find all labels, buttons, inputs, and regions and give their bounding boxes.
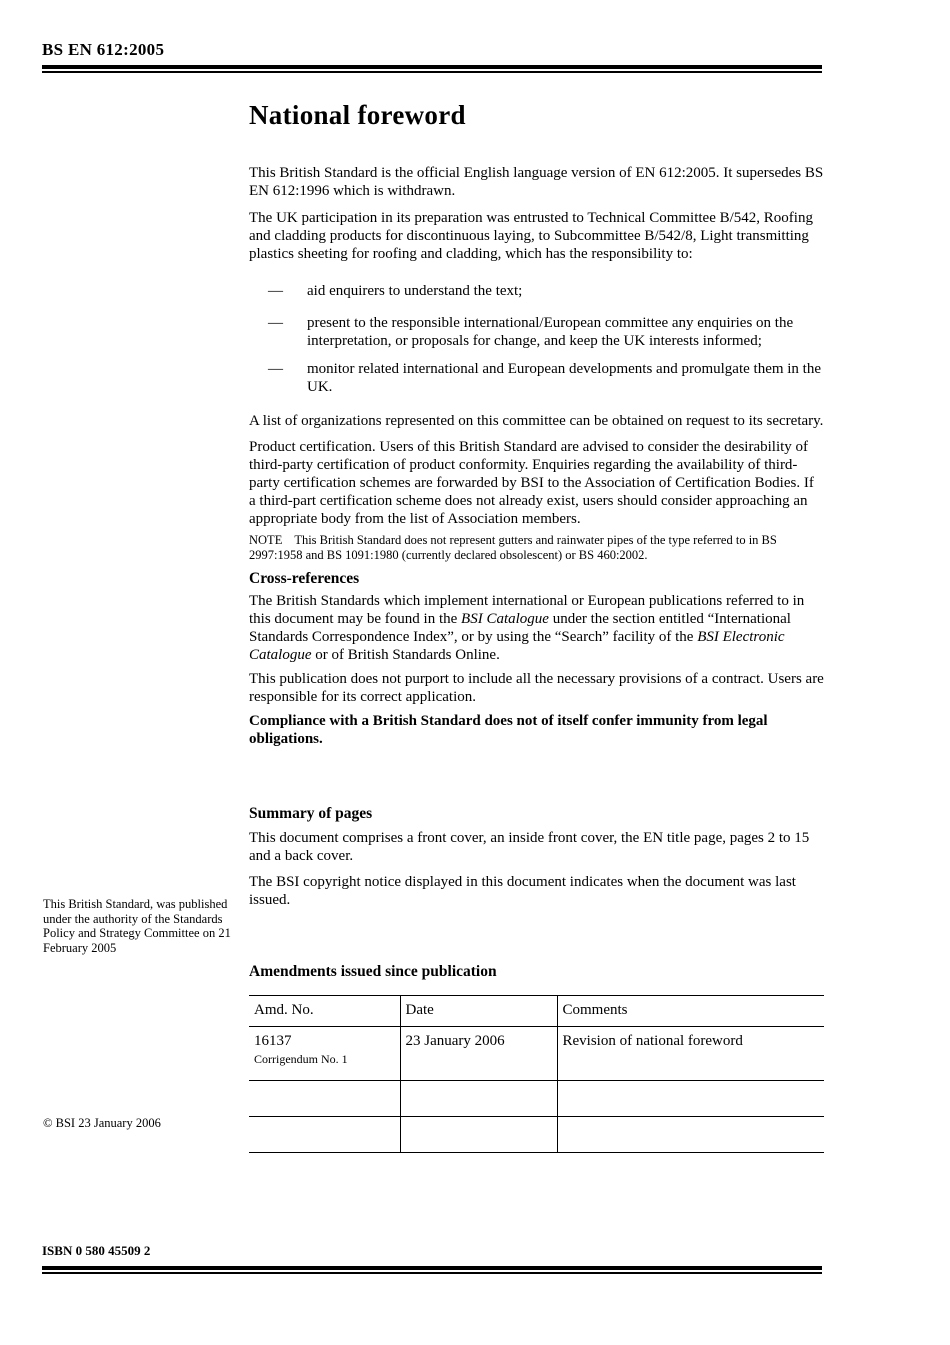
- list-item-text: aid enquirers to understand the text;: [307, 283, 523, 299]
- amd-number: 16137: [254, 1033, 292, 1049]
- table-header-row: [249, 996, 824, 1027]
- amendments-heading: Amendments issued since publication: [249, 963, 497, 980]
- top-rule: [42, 65, 822, 73]
- cell-amd-no: [249, 1117, 400, 1153]
- list-item-text: present to the responsible international/European committee any enquiries on the interpretation, or proposals for change, and keep the UK interests informed;: [307, 315, 794, 349]
- doc-number: BS EN 612:2005: [42, 40, 165, 59]
- cell-date: [400, 1081, 557, 1117]
- bsi-electronic-catalogue-italic: BSI Electronic Catalogue: [249, 629, 785, 663]
- cell-date: [400, 1117, 557, 1153]
- paragraph-summary-pages: This document comprises a front cover, an inside front cover, the EN title page, pages 2 to 15 and a back cover.: [249, 830, 810, 864]
- column-header-amd-no: Amd. No.: [249, 996, 400, 1027]
- authority-note: This British Standard, was published under the authority of the Standards Policy and Strategy Committee on 21 February 2005: [43, 897, 231, 955]
- cross-ref-segment: The British Standards which implement international or European publications referred to in this document may be found in the: [249, 593, 805, 627]
- column-header-comments: Comments: [557, 996, 824, 1027]
- table-row: [249, 1081, 824, 1117]
- paragraph-contract: This publication does not purport to include all the necessary provisions of a contract. Users are responsible for its correct application.: [249, 671, 824, 705]
- list-item-text: monitor related international and European developments and promulgate them in the UK.: [307, 361, 822, 395]
- cross-references-heading: Cross-references: [249, 570, 360, 587]
- responsibility-list: [249, 282, 824, 396]
- cross-references-paragraph: [249, 592, 824, 664]
- note-label: NOTE: [249, 533, 283, 547]
- table-row: [249, 1027, 824, 1081]
- main-content: [249, 100, 824, 1153]
- column-header-date: Date: [400, 996, 557, 1027]
- amd-corrigendum: Corrigendum No. 1: [254, 1052, 348, 1066]
- isbn: ISBN 0 580 45509 2: [42, 1243, 151, 1258]
- note-paragraph: [249, 533, 824, 563]
- list-item: [249, 314, 824, 350]
- dash-marker: —: [268, 283, 283, 299]
- cross-ref-segment: under the section entitled “International Standards Correspondence Index”, or by using the “Search” facility of the: [249, 611, 791, 645]
- page-title: National foreword: [249, 100, 466, 130]
- paragraph-compliance: Compliance with a British Standard does not of itself confer immunity from legal obligations.: [249, 713, 768, 747]
- table-row: [249, 1117, 824, 1153]
- cell-date: 23 January 2006: [400, 1027, 557, 1081]
- list-item: [249, 360, 824, 396]
- cell-amd-no: [249, 1027, 400, 1081]
- cross-ref-segment: or of British Standards Online.: [311, 647, 500, 663]
- bsi-catalogue-italic: BSI Catalogue: [461, 611, 549, 627]
- bsi-copyright: © BSI 23 January 2006: [43, 1116, 161, 1130]
- paragraph-version: This British Standard is the official English language version of EN 612:2005. It supersedes BS EN 612:1996 which is withdrawn.: [249, 165, 824, 199]
- cell-comments: [557, 1081, 824, 1117]
- note-text: This British Standard does not represent gutters and rainwater pipes of the type referred to in BS 2997:1958 and BS 1091:1980 (currently declared obsolescent) or BS 460:2002.: [249, 533, 777, 562]
- list-item: [249, 282, 824, 300]
- cell-amd-no: [249, 1081, 400, 1117]
- paragraph-organizations: A list of organizations represented on this committee can be obtained on request to its secretary.: [249, 413, 824, 429]
- paragraph-uk-participation: The UK participation in its preparation was entrusted to Technical Committee B/542, Roofing and cladding products for discontinuous laying, to Subcommittee B/542/8, Light transmitting plastics sheeting for roofing and cladding, which has the responsibility to:: [249, 210, 813, 262]
- dash-marker: —: [268, 315, 283, 331]
- paragraph-product-certification: Product certification. Users of this British Standard are advised to consider the desirability of third-party certification of product conformity. Enquiries regarding the availability of third-party certification schemes are forwarded by BSI to the Association of Certification Bodies. If a third-part certification scheme does not already exist, users should consider approaching an appropriate body from the list of Association members.: [249, 439, 814, 527]
- cell-comments: [557, 1117, 824, 1153]
- dash-marker: —: [268, 361, 283, 377]
- paragraph-copyright-notice: The BSI copyright notice displayed in this document indicates when the document was last issued.: [249, 874, 796, 908]
- summary-heading: Summary of pages: [249, 805, 373, 822]
- amendments-table: [249, 995, 824, 1153]
- cell-comments: Revision of national foreword: [557, 1027, 824, 1081]
- bottom-rule: [42, 1266, 822, 1274]
